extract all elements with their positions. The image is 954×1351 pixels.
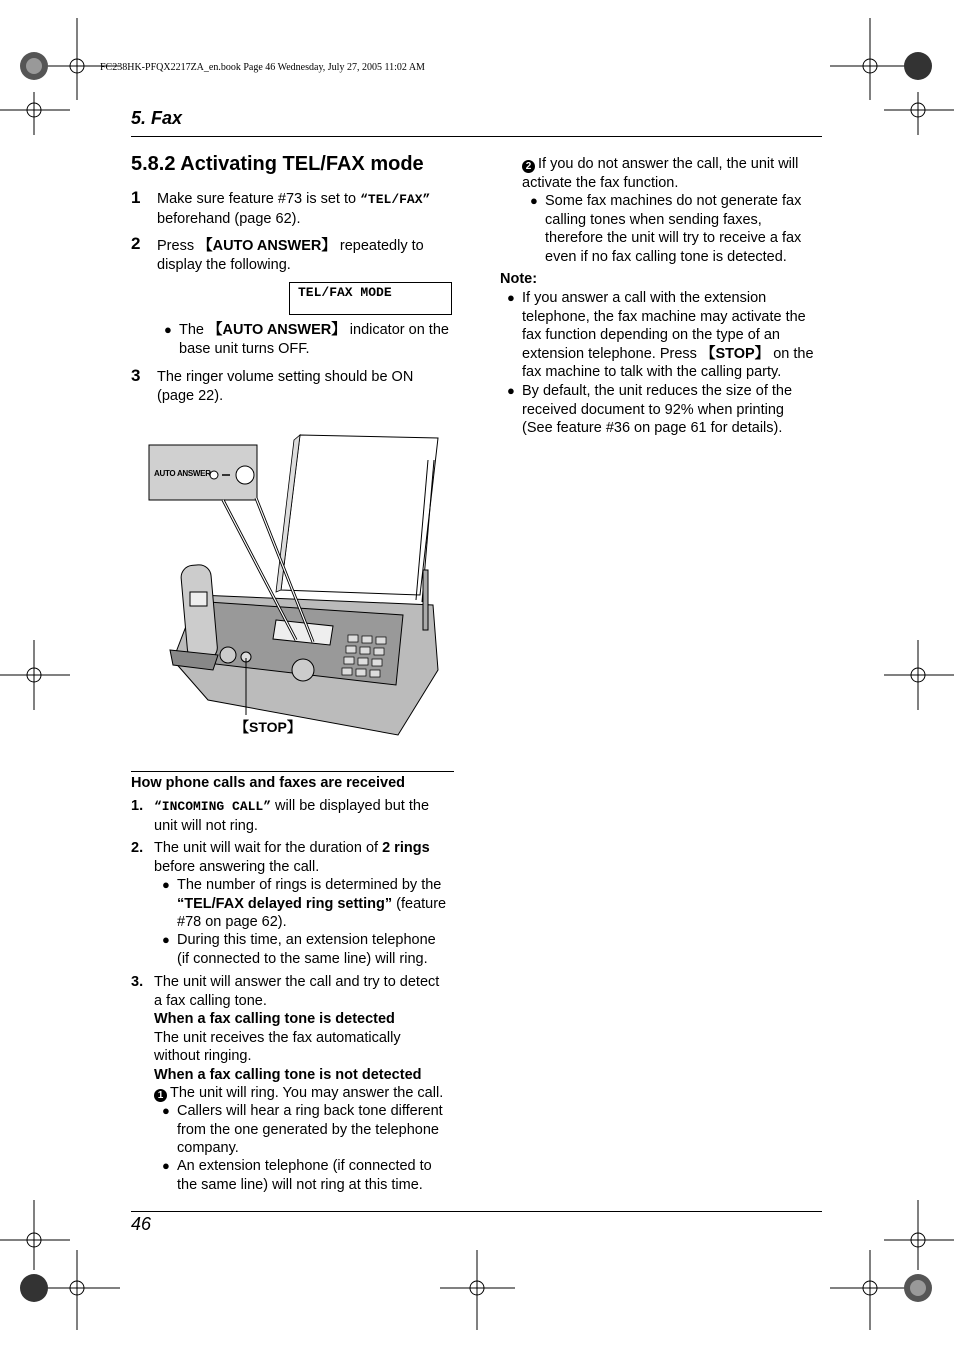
- header-rule: [131, 136, 822, 137]
- step-text: The ringer volume setting should be ON (page 22).: [157, 369, 414, 404]
- note-text: By default, the unit reduces the size of the received document to 92% when printing (See feature #36 on page 61 for details).: [522, 383, 793, 436]
- note-text: If you answer a call with the extension telephone, the fax machine may activate the fax function depending on the type of an extension telephone. Press 【STOP】 on the fax machine to talk with the calling party.: [522, 290, 814, 380]
- list-number: 3.: [131, 974, 144, 990]
- bullet-icon: ●: [162, 1158, 170, 1173]
- book-slug: FC238HK-PFQX2217ZA_en.book Page 46 Wednesday, July 27, 2005 11:02 AM: [100, 62, 425, 73]
- bullet-icon: ●: [507, 383, 515, 398]
- bullet-icon: ●: [530, 193, 538, 208]
- list-text: “INCOMING CALL” will be displayed but the unit will not ring.: [154, 798, 430, 834]
- page-title: 5.8.2 Activating TEL/FAX mode: [131, 153, 424, 175]
- step-number: 2: [131, 234, 141, 253]
- bullet-text: The number of rings is determined by the “TEL/FAX delayed ring setting” (feature #78 on page 62).: [177, 877, 447, 930]
- stop-label: 【STOP】: [235, 719, 301, 735]
- bullet-icon: ●: [164, 322, 172, 337]
- step-number: 3: [131, 366, 141, 385]
- note-title: Note:: [500, 271, 538, 287]
- bullet-text: During this time, an extension telephone (if connected to the same line) will ring.: [177, 932, 436, 967]
- list-number: 2.: [131, 840, 144, 856]
- subsection-rule: [131, 771, 454, 772]
- circled-step-text: 2 If you do not answer the call, the unit will activate the fax function.: [522, 156, 799, 191]
- bullet-icon: ●: [507, 290, 515, 305]
- bullet-icon: ●: [162, 932, 170, 947]
- bullet-text: The 【AUTO ANSWER】 indicator on the base unit turns OFF.: [179, 322, 449, 357]
- step-text: Press 【AUTO ANSWER】 repeatedly to display the following.: [157, 238, 424, 273]
- bullet-icon: ●: [162, 877, 170, 892]
- auto-answer-panel-label: AUTO ANSWER: [154, 469, 211, 478]
- circled-two-icon: 2: [522, 160, 535, 173]
- bullet-text: Some fax machines do not generate fax calling tones when sending faxes, therefore the unit will try to receive a fax even if no fax calling tone is detected.: [545, 193, 802, 265]
- list-number: 1.: [131, 798, 144, 814]
- section-header: 5. Fax: [131, 108, 183, 128]
- footer-rule: [131, 1211, 822, 1212]
- step-number: 1: [131, 188, 141, 207]
- lcd-display: TEL/FAX MODE: [289, 282, 452, 315]
- bullet-icon: ●: [162, 1103, 170, 1118]
- step-text: Make sure feature #73 is set to “TEL/FAX” beforehand (page 62).: [157, 191, 431, 227]
- list-text: The unit will wait for the duration of 2 rings before answering the call.: [154, 840, 430, 875]
- circled-one-icon: 1: [154, 1089, 167, 1102]
- page-number: 46: [131, 1214, 152, 1234]
- subsection-title: How phone calls and faxes are received: [131, 775, 406, 791]
- list-text: The unit will answer the call and try to detect a fax calling tone. When a fax calling tone is detected The unit receives the fax automatically without ringing. When a fax calling tone is not detected 1 The unit will ring. You may answer the call.: [154, 974, 444, 1101]
- bullet-text: Callers will hear a ring back tone different from the one generated by the telephone company.: [177, 1103, 443, 1156]
- bullet-text: An extension telephone (if connected to the same line) will not ring at this time.: [177, 1158, 432, 1193]
